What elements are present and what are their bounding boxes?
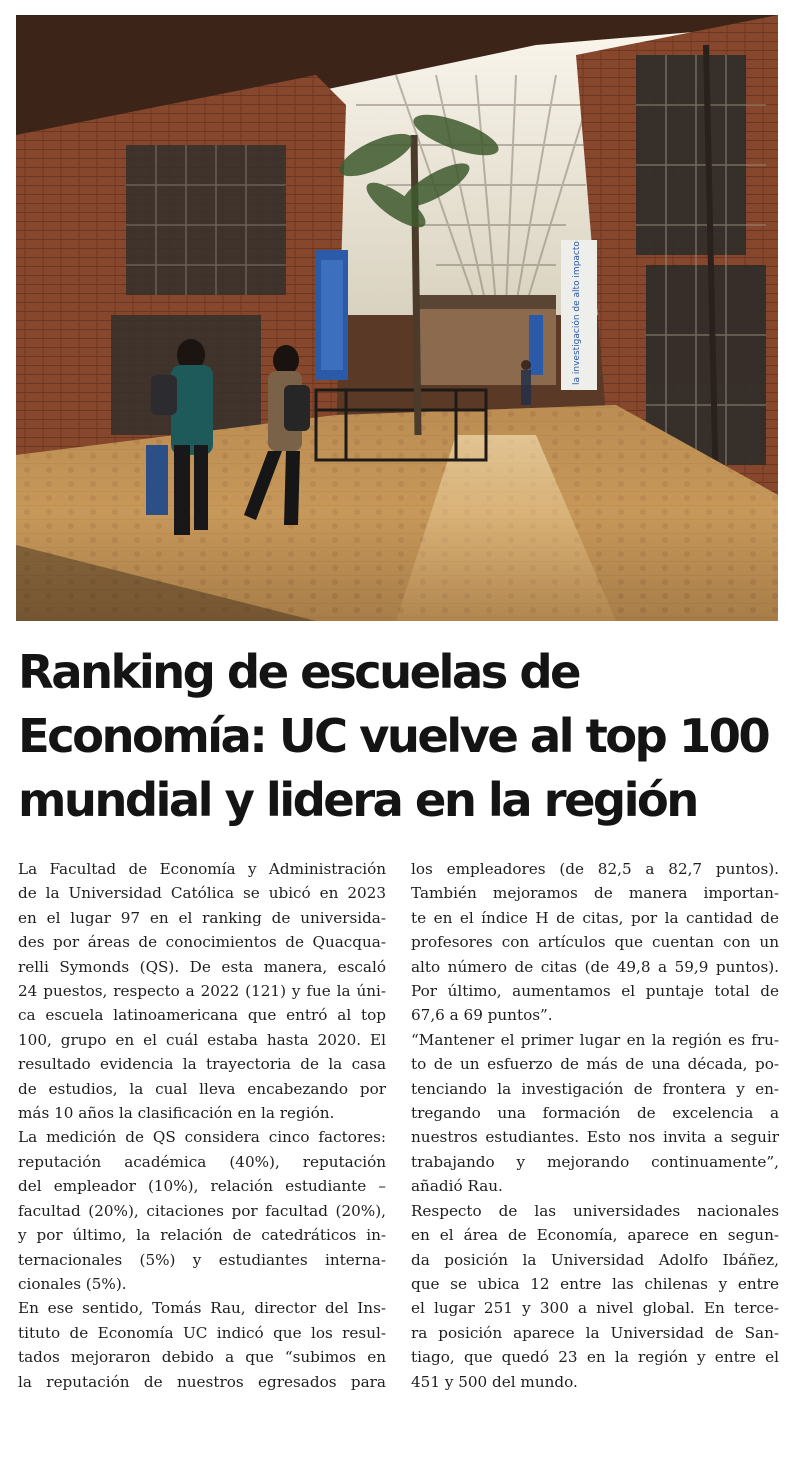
text-line: ternacionales (5%) y estudiantes interna-: [18, 1250, 386, 1269]
text-line: facultad (20%), citaciones por facultad (20%),: [18, 1201, 386, 1220]
text-line: la reputación de nuestros egresados para: [18, 1372, 386, 1391]
text-line: tiago, que quedó 23 en la región y entre el: [411, 1348, 779, 1367]
text-line: La Facultad de Economía y Administración: [18, 860, 386, 878]
banner-text: la investigación de alto impacto: [572, 241, 582, 385]
right-column: [411, 857, 779, 1394]
headline-line: Economía: UC vuelve al top 100: [18, 709, 769, 763]
paragraph: [18, 857, 386, 1125]
text-line: en el lugar 97 en el ranking de universida-: [18, 908, 386, 927]
text-line: También mejoramos de manera importan-: [411, 884, 779, 903]
campus-hall-illustration: [16, 15, 778, 621]
text-line: ca escuela latinoamericana que entró al top: [18, 1006, 386, 1025]
text-line: Respecto de las universidades nacionales: [411, 1201, 779, 1220]
text-line: añadió Rau.: [411, 1177, 503, 1196]
text-line: más 10 años la clasificación en la región.: [18, 1104, 335, 1123]
article-photo: [16, 15, 778, 621]
paragraph: [18, 1125, 386, 1296]
headline-line: Ranking de escuelas de: [18, 645, 579, 699]
text-line: tituto de Economía UC indicó que los resul-: [18, 1323, 386, 1342]
paragraph: [411, 1028, 779, 1199]
text-line: “Mantener el primer lugar en la región es fru-: [411, 1030, 779, 1049]
text-line: en el área de Economía, aparece en segun-: [411, 1226, 779, 1245]
text-line: el lugar 251 y 300 a nivel global. En terce-: [411, 1299, 779, 1318]
paragraph: [18, 1296, 386, 1394]
text-line: La medición de QS considera cinco factores:: [18, 1128, 386, 1147]
text-line: resultado evidencia la trayectoria de la casa: [18, 1055, 386, 1074]
text-line: 451 y 500 del mundo.: [411, 1372, 578, 1391]
text-line: de estudios, la cual lleva encabezando por: [18, 1079, 386, 1098]
text-line: tados mejoraron debido a que “subimos en: [18, 1348, 386, 1367]
text-line: relli Symonds (QS). De esta manera, escaló: [18, 957, 386, 976]
headline-line: mundial y lidera en la región: [18, 773, 697, 827]
text-line: En ese sentido, Tomás Rau, director del Ins-: [18, 1299, 386, 1318]
text-line: 67,6 a 69 puntos”.: [411, 1006, 553, 1025]
paragraph: [411, 857, 779, 1028]
text-line: reputación académica (40%), reputación: [18, 1152, 386, 1171]
text-line: 24 puestos, respecto a 2022 (121) y fue la úni-: [18, 982, 386, 1001]
text-line: los empleadores (de 82,5 a 82,7 puntos).: [411, 860, 779, 878]
text-line: tenciando la investigación de frontera y en-: [411, 1079, 779, 1098]
text-line: da posición la Universidad Adolfo Ibáñez,: [411, 1250, 779, 1269]
text-line: y por último, la relación de catedráticos in-: [18, 1226, 386, 1245]
text-line: te en el índice H de citas, por la cantidad de: [411, 908, 779, 927]
text-line: nuestros estudiantes. Esto nos invita a seguir: [411, 1128, 779, 1147]
text-line: del empleador (10%), relación estudiante –: [18, 1177, 386, 1196]
headline: [18, 640, 788, 832]
text-line: de la Universidad Católica se ubicó en 2023: [18, 884, 386, 903]
text-line: que se ubica 12 entre las chilenas y entre: [411, 1274, 779, 1293]
left-column: [18, 857, 386, 1394]
text-line: to de un esfuerzo de más de una década, po-: [411, 1055, 779, 1074]
paragraph: [411, 1199, 779, 1394]
text-line: profesores con artículos que cuentan con un: [411, 933, 779, 952]
text-line: tregando una formación de excelencia a: [411, 1104, 779, 1123]
text-line: alto número de citas (de 49,8 a 59,9 puntos).: [411, 957, 779, 976]
text-line: 100, grupo en el cuál estaba hasta 2020. El: [18, 1030, 386, 1049]
text-line: cionales (5%).: [18, 1274, 127, 1293]
text-line: ra posición aparece la Universidad de San-: [411, 1323, 779, 1342]
text-line: des por áreas de conocimientos de Quacqua-: [18, 933, 386, 952]
text-line: Por último, aumentamos el puntaje total de: [411, 982, 779, 1001]
text-line: trabajando y mejorando continuamente”,: [411, 1152, 779, 1171]
